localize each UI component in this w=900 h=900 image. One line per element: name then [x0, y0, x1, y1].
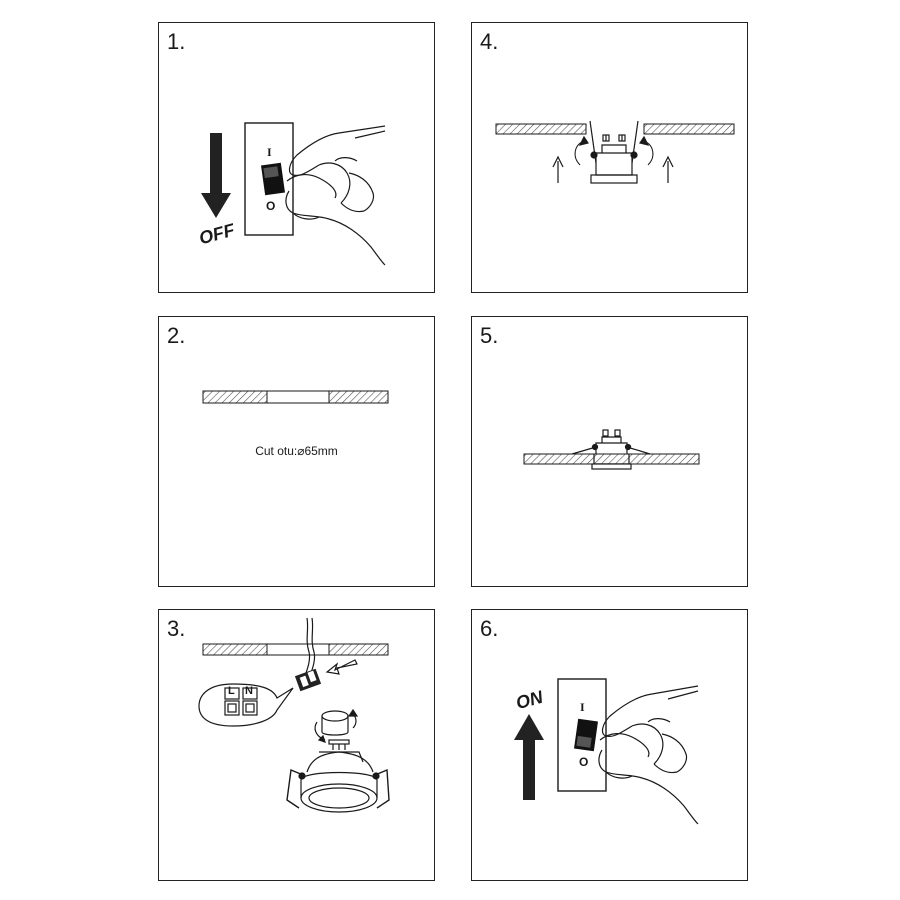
- step-number: 5.: [480, 323, 499, 348]
- step-4-illustration: [472, 23, 749, 294]
- ceiling-hatch-icon: [203, 391, 388, 403]
- down-arrow-icon: [201, 133, 231, 218]
- step-2-panel: [158, 316, 435, 587]
- switch-on-mark: I: [580, 700, 585, 714]
- step-number: 4.: [480, 29, 499, 54]
- step-number: 3.: [167, 616, 186, 641]
- step-6-panel: [471, 609, 748, 881]
- cutout-size-label: Cut otu:⌀65mm: [255, 444, 338, 458]
- step-5-illustration: [472, 317, 749, 588]
- step-number: 6.: [480, 616, 499, 641]
- switch-on-mark: I: [267, 145, 272, 159]
- terminal-block-icon: [295, 669, 321, 692]
- on-label: ON: [513, 686, 545, 714]
- step-number: 2.: [167, 323, 186, 348]
- hand-icon: [286, 126, 385, 265]
- step-1-illustration: [159, 23, 436, 294]
- ceiling-hatch-icon: [203, 644, 388, 655]
- pointer-arrow-icon: [327, 660, 357, 674]
- downlight-fixture-icon: [287, 740, 389, 812]
- off-label: OFF: [196, 219, 237, 249]
- step-6-illustration: [472, 610, 749, 882]
- terminal-label-neutral: N: [245, 685, 253, 697]
- downlight-fixture-icon: [575, 121, 653, 183]
- ceiling-hatch-icon: [524, 454, 699, 464]
- switch-off-mark: O: [579, 755, 589, 769]
- step-5-panel: [471, 316, 748, 587]
- step-3-illustration: [159, 610, 436, 882]
- up-arrow-icon: [553, 157, 673, 183]
- step-1-panel: [158, 22, 435, 293]
- gu10-lamp-icon: [315, 710, 357, 742]
- up-arrow-icon: [514, 714, 544, 800]
- step-3-panel: [158, 609, 435, 881]
- terminal-label-live: L: [228, 685, 235, 697]
- step-number: 1.: [167, 29, 186, 54]
- switch-off-mark: O: [266, 199, 276, 213]
- hand-icon: [599, 686, 698, 824]
- ceiling-hatch-icon: [496, 124, 734, 134]
- light-switch-icon: [558, 679, 606, 791]
- light-switch-icon: [245, 123, 293, 235]
- step-4-panel: [471, 22, 748, 293]
